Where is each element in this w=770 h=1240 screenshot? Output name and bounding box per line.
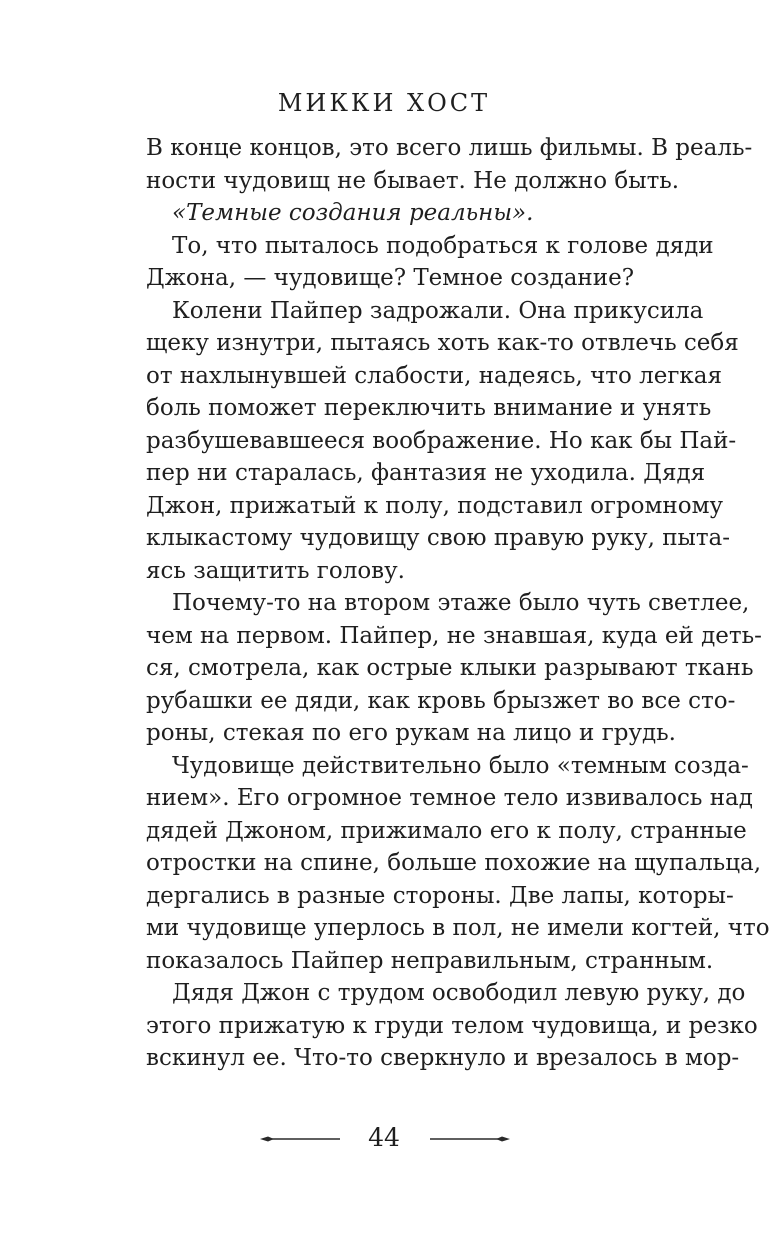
text-line: чем на первом. Пайпер, не знавшая, куда ей деть- <box>146 622 762 649</box>
text-line: В конце концов, это всего лишь фильмы. В реаль- <box>146 135 753 161</box>
text-line: Джона, — чудовище? Темное создание? <box>146 265 635 291</box>
text-line: Колени Пайпер задрожали. Она прикусила <box>172 297 704 324</box>
text-line: вскинул ее. Что-то сверкнуло и врезалось в мор- <box>146 1045 740 1071</box>
text-line: от нахлынувшей слабости, надеясь, что легкая <box>146 362 723 389</box>
text-line: боль поможет переключить внимание и унять <box>146 395 712 421</box>
text-line: дядей Джоном, прижимало его к полу, странные <box>146 817 747 844</box>
text-line: рубашки ее дяди, как кровь брызжет во все сто- <box>146 687 736 714</box>
text-line: дергались в разные стороны. Две лапы, которы- <box>146 882 734 909</box>
text-line: То, что пыталось подобраться к голове дяди <box>172 232 714 259</box>
text-line: ясь защитить голову. <box>146 557 405 584</box>
text-line: Дядя Джон с трудом освободил левую руку, до <box>172 980 746 1006</box>
text-line: Чудовище действительно было «темным созда- <box>172 752 749 779</box>
text-line: Почему-то на втором этаже было чуть светлее, <box>172 590 750 616</box>
text-line: Джон, прижатый к полу, подставил огромному <box>146 492 724 519</box>
body-text <box>146 132 770 1075</box>
page-footer <box>0 1120 768 1156</box>
right-ornament-icon <box>430 1136 510 1142</box>
text-line: клыкастому чудовищу свою правую руку, пыта- <box>146 525 731 551</box>
text-line: пер ни старалась, фантазия не уходила. Дядя <box>146 460 706 486</box>
text-line: ности чудовищ не бывает. Не должно быть. <box>146 167 680 194</box>
left-ornament-icon <box>260 1136 340 1142</box>
page-number: 44 <box>368 1123 400 1152</box>
running-header: МИККИ ХОСТ <box>277 89 491 117</box>
text-line: ся, смотрела, как острые клыки разрывают ткань <box>146 655 754 681</box>
text-line: отростки на спине, больше похожие на щупальца, <box>146 850 762 876</box>
text-line: «Темные создания реальны». <box>172 200 534 226</box>
text-line: ми чудовище уперлось в пол, не имели когтей, что <box>146 915 770 941</box>
text-line: нием». Его огромное темное тело извивалось над <box>146 785 753 811</box>
text-line: этого прижатую к груди телом чудовища, и резко <box>146 1012 758 1039</box>
text-line: показалось Пайпер неправильным, странным. <box>146 947 714 974</box>
text-line: щеку изнутри, пытаясь хоть как-то отвлечь себя <box>146 330 739 356</box>
text-line: разбушевавшееся воображение. Но как бы Пай- <box>146 427 737 454</box>
text-line: роны, стекая по его рукам на лицо и грудь. <box>146 720 676 746</box>
